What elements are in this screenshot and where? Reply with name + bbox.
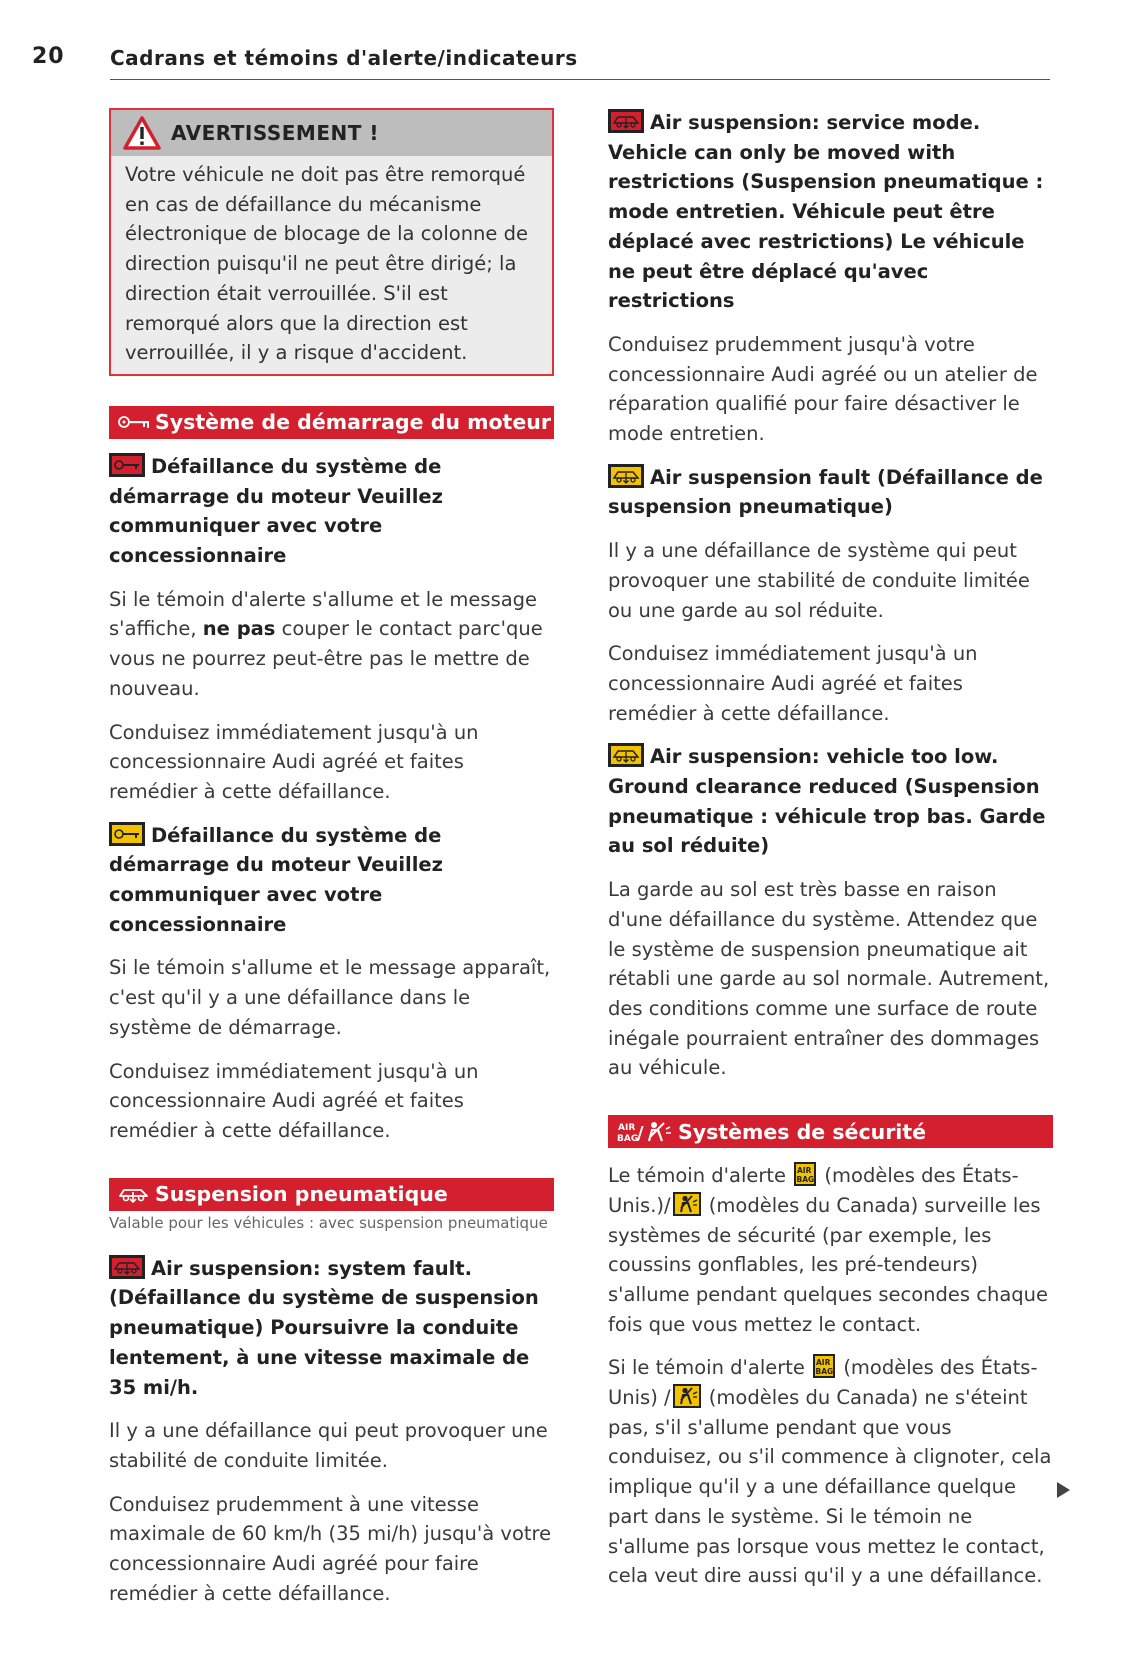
seatbelt-indicator-icon xyxy=(673,1192,701,1216)
yellow-air-suspension-indicator-icon xyxy=(608,743,644,767)
red-key-paragraph-1: Si le témoin d'alerte s'allume et le message s'affiche, ne pas couper le contact parc'que vous ne pourrez peut-être pas le mettre de nouveau. xyxy=(109,587,543,700)
service-mode-heading: Air suspension: service mode. Vehicle can only be moved with restrictions (Suspension pneumatique : mode entretien. Véhicule peut être déplacé avec restrictions) Le véhicule ne peut être déplacé qu'avec restrictions xyxy=(608,111,1044,313)
yellow-key-paragraph-1: Si le témoin s'allume et le message apparaît, c'est qu'il y a une défaillance dans le système de démarrage. xyxy=(109,956,551,1039)
section-title: Système de démarrage du moteur xyxy=(155,410,551,435)
warning-header xyxy=(111,110,552,156)
page-header-title: Cadrans et témoins d'alerte/indicateurs xyxy=(110,46,578,70)
page-number: 20 xyxy=(32,44,65,69)
svg-text:/: / xyxy=(637,1122,644,1144)
section-subtitle: Valable pour les véhicules : avec suspension pneumatique xyxy=(109,1213,548,1232)
airbag-indicator-icon xyxy=(794,1162,816,1186)
section-air-suspension xyxy=(109,1178,554,1211)
red-key-indicator-icon xyxy=(109,453,145,477)
airbag-seatbelt-icon xyxy=(616,1119,674,1145)
yellow-key-paragraph-2: Conduisez immédiatement jusqu'à un concessionnaire Audi agréé et faites remédier à cette défaillance. xyxy=(109,1059,479,1142)
service-mode-paragraph: Conduisez prudemment jusqu'à votre concessionnaire Audi agréé ou un atelier de réparation qualifié pour faire désactiver le mode entretien. xyxy=(608,332,1038,446)
key-icon xyxy=(117,413,151,431)
red-air-suspension-indicator-icon xyxy=(608,109,644,133)
yellow-air-suspension-indicator-icon xyxy=(608,464,644,488)
seatbelt-indicator-icon xyxy=(673,1384,701,1408)
red-key-heading: Défaillance du système de démarrage du moteur Veuillez communiquer avec votre concessionnaire xyxy=(109,454,443,568)
svg-text:BAG: BAG xyxy=(815,1367,834,1377)
airbag-indicator-icon xyxy=(813,1354,835,1378)
air-fault-heading: Air suspension: system fault. (Défaillance du système de suspension pneumatique) Poursuivre la conduite lentement, à une vitesse maximale de 35 mi/h. xyxy=(109,1256,539,1399)
svg-text:BAG: BAG xyxy=(617,1133,639,1144)
yellow-air-fault-paragraph-2: Conduisez immédiatement jusqu'à un concessionnaire Audi agréé et faites remédier à cette défaillance. xyxy=(608,642,978,725)
yellow-air-fault-paragraph-1: Il y a une défaillance de système qui peut provoquer une stabilité de conduite limitée ou une garde au sol réduite. xyxy=(608,539,1030,622)
vehicle-low-paragraph: La garde au sol est très basse en raison d'une défaillance du système. Attendez que le système de suspension pneumatique ait rétabli une garde au sol normale. Autrement, des conditions comme une surface de route inégale pourraient entraîner des dommages au véhicule. xyxy=(608,878,1050,1080)
air-suspension-icon xyxy=(117,1184,151,1204)
svg-text:AIR: AIR xyxy=(816,1358,831,1368)
yellow-key-indicator-icon xyxy=(109,822,145,846)
section-title: Systèmes de sécurité xyxy=(678,1119,927,1144)
svg-text:AIR: AIR xyxy=(797,1166,812,1176)
svg-text:AIR: AIR xyxy=(618,1122,636,1133)
header-rule xyxy=(110,79,1050,80)
safety-paragraph-1: Le témoin d'alerte AIR BAG (modèles des États-Unis.)/ (modèles du Canada) surveille les systèmes de sécurité (par exemple, les coussins gonflables, les pré-tendeurs) s'allume pendant quelques secondes chaque fois que vous mettez le contact. xyxy=(608,1164,1049,1336)
yellow-air-fault-heading: Air suspension fault (Défaillance de suspension pneumatique) xyxy=(608,465,1043,519)
air-fault-paragraph-1: Il y a une défaillance qui peut provoquer une stabilité de conduite limitée. xyxy=(109,1419,548,1472)
section-title: Suspension pneumatique xyxy=(155,1182,448,1207)
section-engine-start xyxy=(109,406,554,439)
warning-text: Votre véhicule ne doit pas être remorqué en cas de défaillance du mécanisme électronique de blocage de la colonne de direction puisqu'il ne peut être dirigé; la direction était verrouillée. S'il est remorqué alors que la direction est verrouillée, il y a risque d'accident. xyxy=(125,163,528,365)
red-key-paragraph-2: Conduisez immédiatement jusqu'à un concessionnaire Audi agréé et faites remédier à cette défaillance. xyxy=(109,720,479,803)
yellow-key-heading: Défaillance du système de démarrage du moteur Veuillez communiquer avec votre concessionnaire xyxy=(109,823,443,936)
right-column xyxy=(608,108,1053,1605)
warning-box xyxy=(109,108,554,376)
left-column xyxy=(109,108,554,1622)
warning-title: AVERTISSEMENT ! xyxy=(171,121,379,145)
air-fault-paragraph-2: Conduisez prudemment à une vitesse maximale de 60 km/h (35 mi/h) jusqu'à votre concessionnaire Audi agréé pour faire remédier à cette défaillance. xyxy=(109,1492,552,1605)
svg-text:BAG: BAG xyxy=(796,1175,815,1185)
warning-triangle-icon xyxy=(123,116,161,150)
safety-paragraph-2: Si le témoin d'alerte AIR BAG (modèles des États-Unis) / (modèles du Canada) ne s'éteint pas, s'il s'allume pendant que vous conduisez, ou s'il commence à clignoter, cela implique qu'il y a une défaillance quelque part dans le système. Si le témoin ne s'allume pas lorsque vous mettez le contact, cela veut dire aussi qu'il y a une défaillance. xyxy=(608,1356,1052,1588)
vehicle-low-heading: Air suspension: vehicle too low. Ground clearance reduced (Suspension pneumatique : véhicule trop bas. Garde au sol réduite) xyxy=(608,745,1046,858)
section-safety-systems xyxy=(608,1115,1053,1148)
next-page-arrow-icon[interactable] xyxy=(1057,1482,1070,1498)
red-air-suspension-indicator-icon xyxy=(109,1255,145,1279)
